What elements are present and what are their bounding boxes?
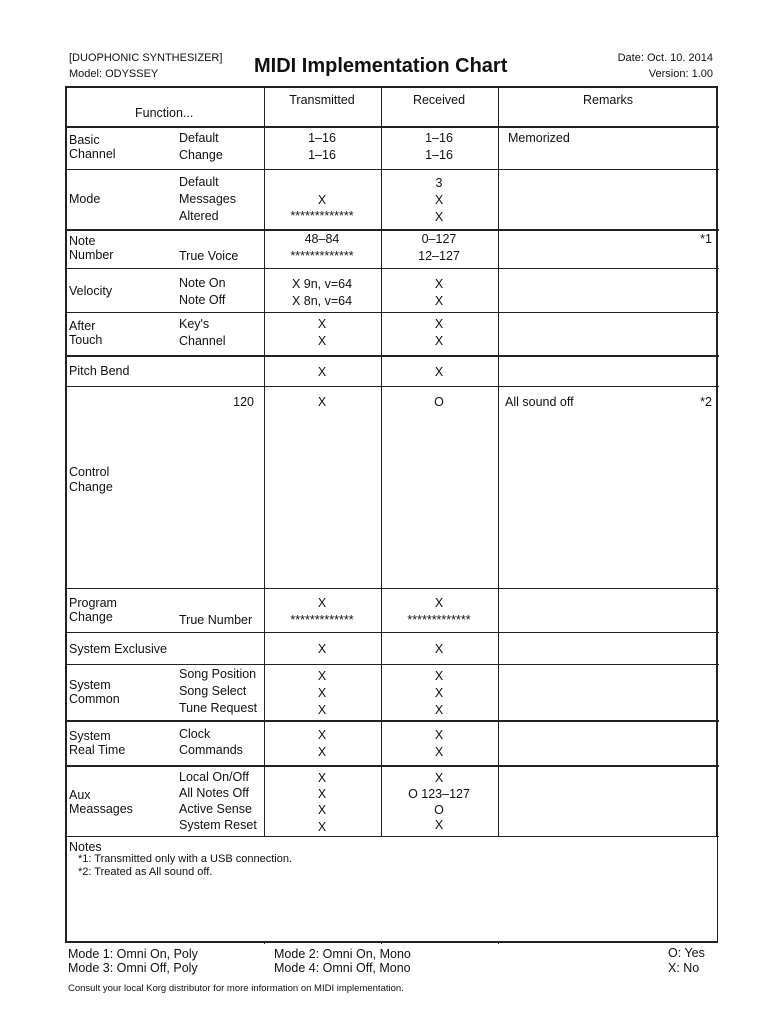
received-value: X — [434, 193, 444, 207]
row-sublabel: Tune Request — [179, 701, 258, 715]
row-label: Aux — [69, 788, 91, 802]
row-sublabel: Change — [179, 148, 223, 162]
header-transmitted: Transmitted — [289, 93, 355, 107]
received-value: X — [434, 334, 444, 348]
row-label: Note — [69, 234, 96, 248]
row-divider — [65, 664, 719, 665]
row-label: Common — [69, 692, 120, 706]
received-value: X — [434, 686, 444, 700]
row-label: Velocity — [69, 284, 113, 298]
row-label: Change — [69, 610, 113, 624]
received-value: X — [434, 728, 444, 742]
row-divider — [65, 386, 719, 387]
header-function: Function... — [135, 106, 194, 120]
received-value: 3 — [435, 176, 443, 190]
row-sublabel: Default — [179, 175, 219, 189]
notes-heading: Notes — [69, 840, 102, 854]
row-divider — [65, 126, 719, 128]
header-model: Model: ODYSSEY — [69, 68, 159, 80]
transmitted-value: X — [317, 596, 327, 610]
row-label: Change — [69, 480, 113, 494]
header-date: Date: Oct. 10. 2014 — [617, 52, 713, 64]
row-sublabel: True Voice — [179, 249, 239, 263]
row-sublabel: Channel — [179, 334, 226, 348]
row-sublabel: System Reset — [179, 818, 257, 832]
received-value: X — [434, 596, 444, 610]
row-divider — [65, 632, 719, 633]
row-label: Channel — [69, 147, 116, 161]
row-label: Pitch Bend — [69, 364, 130, 378]
received-value: O 123–127 — [408, 787, 470, 801]
note-2: *2: Treated as All sound off. — [78, 866, 213, 878]
page-title: MIDI Implementation Chart — [254, 55, 508, 77]
transmitted-value: X — [317, 317, 327, 331]
received-value: 0–127 — [421, 232, 457, 246]
transmitted-value: X — [317, 365, 327, 379]
row-label: Touch — [69, 333, 103, 347]
transmitted-value: X — [317, 771, 327, 785]
row-sublabel: Note Off — [179, 293, 226, 307]
row-sublabel: Song Select — [179, 684, 247, 698]
row-divider — [65, 312, 719, 313]
received-value: X — [434, 745, 444, 759]
transmitted-value: 1–16 — [308, 131, 336, 145]
received-value: X — [434, 669, 444, 683]
row-label: Basic — [69, 133, 100, 147]
header-received: Received — [412, 93, 466, 107]
transmitted-value: X — [317, 820, 327, 834]
header-version: Version: 1.00 — [648, 68, 713, 80]
row-divider — [65, 355, 719, 357]
row-sublabel: Commands — [179, 743, 243, 757]
mode-2: Mode 2: Omni On, Mono — [274, 947, 411, 961]
received-value: 1–16 — [425, 148, 453, 162]
col-divider-remarks — [498, 86, 499, 944]
transmitted-value: X 8n, v=64 — [291, 294, 353, 308]
transmitted-value: ************* — [290, 613, 354, 627]
received-value: X — [434, 818, 444, 832]
row-sublabel: Altered — [179, 209, 219, 223]
row-sublabel: True Number — [179, 613, 253, 627]
received-value: X — [434, 771, 444, 785]
row-sublabel: Messages — [179, 192, 236, 206]
row-divider — [65, 588, 719, 589]
transmitted-value: X — [317, 334, 327, 348]
row-label: System Exclusive — [69, 642, 167, 656]
transmitted-value: X — [317, 395, 327, 409]
transmitted-value: X — [317, 193, 327, 207]
transmitted-value: X — [317, 803, 327, 817]
remark-ref: *1 — [700, 232, 712, 246]
mode-4: Mode 4: Omni Off, Mono — [274, 961, 411, 975]
row-divider — [65, 720, 719, 722]
row-sublabel: Clock — [179, 727, 211, 741]
row-label: Mode — [69, 192, 101, 206]
received-value: O — [434, 395, 444, 409]
row-sublabel: Song Position — [179, 667, 257, 681]
transmitted-value: X 9n, v=64 — [291, 277, 353, 291]
transmitted-value: X — [317, 787, 327, 801]
received-value: 12–127 — [418, 249, 460, 263]
received-value: X — [434, 277, 444, 291]
row-label: After — [69, 319, 96, 333]
legend-yes: O: Yes — [668, 946, 705, 960]
received-value: ************* — [407, 613, 471, 627]
received-value: O — [434, 803, 444, 817]
received-value: 1–16 — [425, 131, 453, 145]
row-label: Control — [69, 465, 110, 479]
control-number: 120 — [233, 395, 254, 409]
row-sublabel: Key's — [179, 317, 210, 331]
received-value: X — [434, 210, 444, 224]
received-value: X — [434, 642, 444, 656]
row-sublabel: Active Sense — [179, 802, 252, 816]
row-sublabel: Default — [179, 131, 219, 145]
remark-ref: *2 — [700, 395, 712, 409]
row-divider — [65, 169, 719, 170]
transmitted-value: X — [317, 703, 327, 717]
transmitted-value: X — [317, 642, 327, 656]
row-label: Number — [69, 248, 114, 262]
row-sublabel: Note On — [179, 276, 226, 290]
transmitted-value: 1–16 — [308, 148, 336, 162]
transmitted-value: X — [317, 669, 327, 683]
transmitted-value: X — [317, 745, 327, 759]
row-divider — [65, 765, 719, 767]
remark: Memorized — [508, 131, 570, 145]
header-remarks: Remarks — [582, 93, 633, 107]
mode-1: Mode 1: Omni On, Poly — [68, 947, 198, 961]
row-label: System — [69, 678, 111, 692]
row-sublabel: All Notes Off — [179, 786, 249, 800]
received-value: X — [434, 317, 444, 331]
consult-note: Consult your local Korg distributor for more information on MIDI implementation. — [68, 983, 404, 994]
row-label: Real Time — [69, 743, 126, 757]
row-label: Program — [69, 596, 117, 610]
note-1: *1: Transmitted only with a USB connection. — [78, 853, 292, 865]
transmitted-value: X — [317, 728, 327, 742]
transmitted-value: ************* — [290, 249, 354, 263]
transmitted-value: X — [317, 686, 327, 700]
transmitted-value: ************* — [290, 209, 354, 223]
header-category: [DUOPHONIC SYNTHESIZER] — [69, 52, 223, 64]
row-sublabel: Local On/Off — [179, 770, 249, 784]
mode-3: Mode 3: Omni Off, Poly — [68, 961, 198, 975]
row-divider — [65, 229, 719, 231]
received-value: X — [434, 703, 444, 717]
row-label: System — [69, 729, 111, 743]
received-value: X — [434, 365, 444, 379]
transmitted-value: 48–84 — [304, 232, 340, 246]
legend-no: X: No — [668, 961, 700, 975]
row-label: Meassages — [69, 802, 133, 816]
remark: All sound off — [505, 395, 574, 409]
received-value: X — [434, 294, 444, 308]
row-divider — [65, 268, 719, 269]
